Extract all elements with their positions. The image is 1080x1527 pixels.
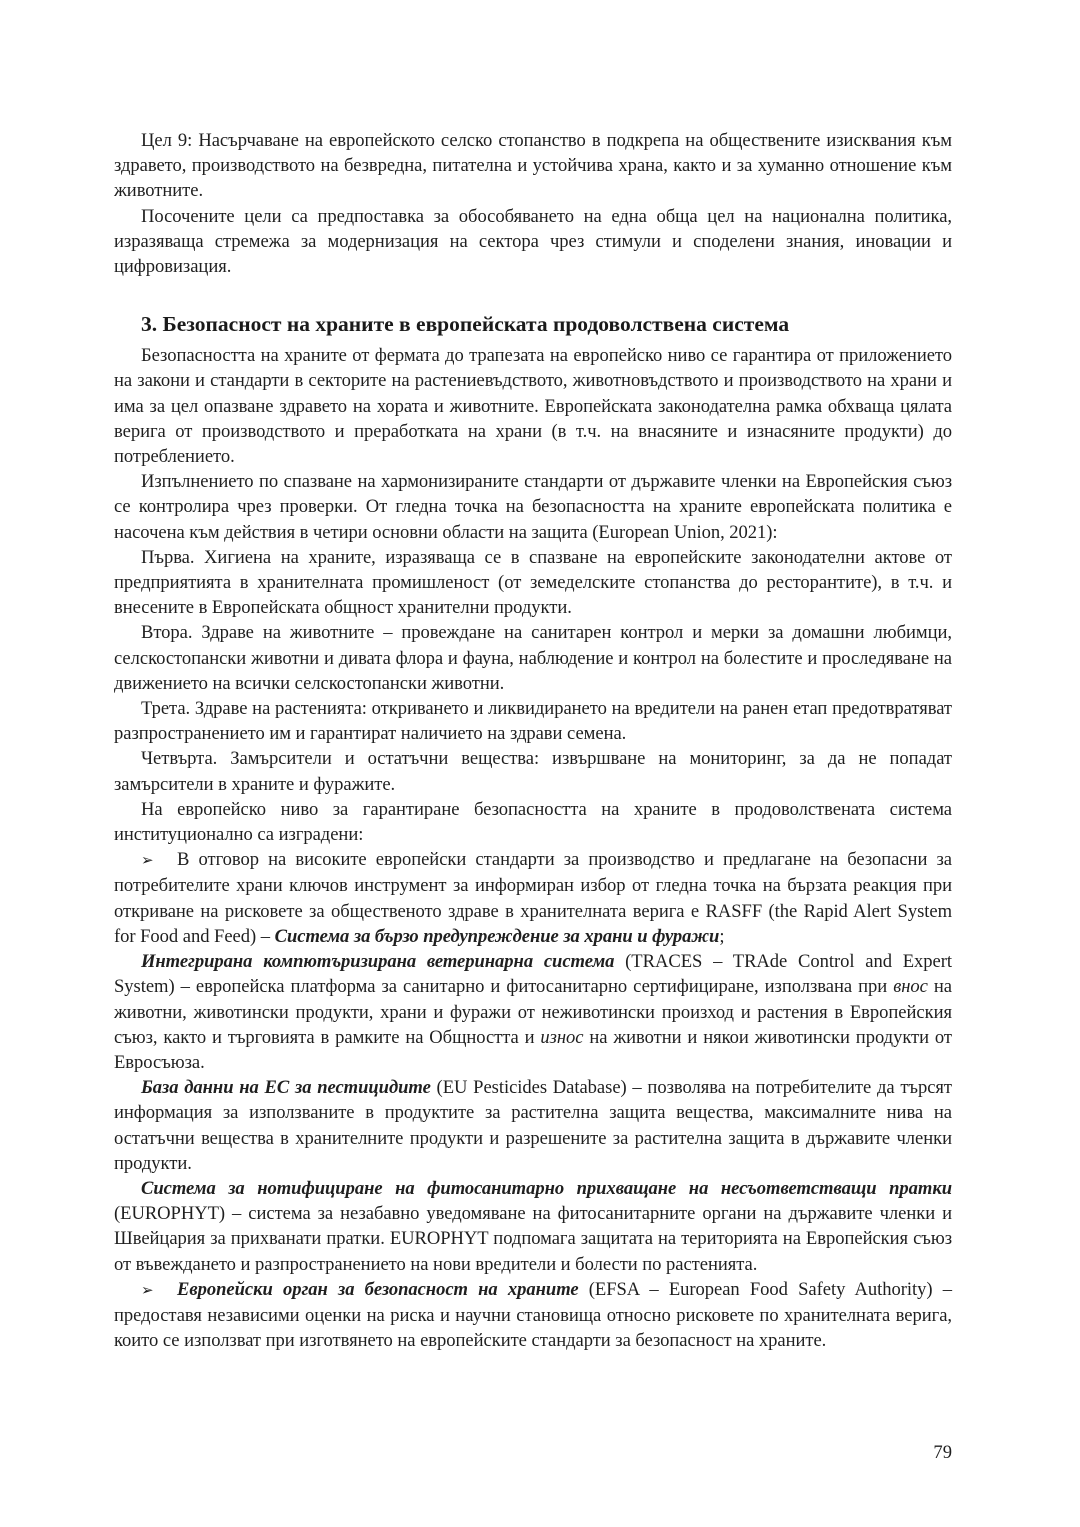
harmonized-standards-paragraph: Изпълнението по спазване на хармонизираните стандарти от държавите членки на Европейския съюз се контролира чрез проверки. От гледна точка на безопасността на храните европейската политика е насочена към действия в четири основни области на защита (European Union, 2021): — [114, 471, 952, 543]
rasff-end: ; — [719, 925, 725, 947]
traces-text-2: на животни, животински продукти, храни и фуражи от неживотински произход и растения в Европейския съюз, както и търговията в рамките на Общността и — [114, 976, 953, 1048]
food-safety-intro-paragraph: Безопасността на храните от фермата до трапезата на европейско ниво се гарантира от приложението на закони и стандарти в секторите на растениевъдството, животновъдството и производството на храни и има за цел опазване здравето на хората и животните. Европейската законодателна рамка обхваща цялата верига от производството и преработката на храни (в т.ч. на внасяните и изнасяните продукти) до потреблението. — [114, 345, 952, 468]
rasff-bullet-paragraph — [114, 847, 952, 949]
efsa-term: Европейски орган за безопасност на храните — [177, 1278, 579, 1300]
area-contaminants-paragraph: Четвърта. Замърсители и остатъчни вещества: извършване на мониторинг, за да не попадат замърсители в храните и фуражите. — [114, 748, 952, 795]
traces-import-term: внос — [893, 976, 928, 998]
traces-text-3: на животни и някои животински продукти от Евросъюза. — [114, 1026, 952, 1073]
pesticides-paragraph — [114, 1075, 952, 1176]
goals-summary-paragraph: Посочените цели са предпоставка за обособяването на една обща цел на национална политика, изразяваща стремежа за модернизация на сектора чрез стимули и споделени знания, иновации и цифровизация. — [114, 205, 952, 278]
efsa-text: (EFSA – European Food Safety Authority) – предоставя независими оценки на риска и научни становища относно рисковете по хранителната верига, които се използват при изготвянето на европейските стандарти за безопасност на храните. — [114, 1278, 952, 1352]
efsa-bullet-paragraph — [114, 1277, 952, 1354]
traces-export-term: износ — [540, 1026, 584, 1048]
pesticides-text: (EU Pesticides Database) – позволява на потребителите да търсят информация за използваните в продуктите за растителна защита вещества, максималните нива на остатъчни вещества в хранителните продукти и разрешените за растителна защита в държавите членки продукти. — [114, 1077, 952, 1174]
arrow-bullet-icon: ➢ — [141, 1280, 154, 1299]
goal-9-paragraph: Цел 9: Насърчаване на европейското селско стопанство в подкрепа на обществените изисквания към здравето, производството на безвредна, питателна и устойчива храна, както и за хуманно отношение към животните. — [114, 130, 952, 202]
arrow-bullet-icon: ➢ — [141, 851, 154, 870]
page-number: 79 — [933, 1442, 952, 1463]
rasff-text: В отговор на високите европейски стандарти за производство и предлагане на безопасни за потребителите храни ключов инструмент за информиран избор от гледна точка на бързата реакция при откриване на рисковете за общественото здраве в хранителната верига е RASFF (the Rapid Alert System for Food and Feed) – — [114, 849, 952, 947]
traces-paragraph — [114, 949, 952, 1075]
area-animal-health-paragraph: Втора. Здраве на животните – провеждане на санитарен контрол и мерки за домашни любимци, селскостопански животни и дивата флора и фауна, наблюдение и контрол на болестите и проследяване на движението на всички селскостопански животни. — [114, 622, 952, 694]
europhyt-text: (EUROPHYT) – система за незабавно уведомяване на фитосанитарните органи на държавите членки и Швейцария за прихванати пратки. EUROPHYT подпомага защитата на територията на Европейския съюз от въвеждането и разпространението на нови вредители и болести по растенията. — [114, 1203, 952, 1275]
institutional-paragraph: На европейско ниво за гарантиране безопасността на храните в продоволствената система институционално са изградени: — [114, 798, 952, 846]
europhyt-paragraph — [114, 1176, 952, 1277]
area-plant-health-paragraph: Трета. Здраве на растенията: откриването и ликвидирането на вредители на ранен етап предотвратяват разпространението им и гарантират наличието на здрави семена. — [114, 698, 952, 745]
pesticides-term: База данни на ЕС за пестицидите — [141, 1077, 431, 1099]
traces-term: Интегрирана компютъризирана ветеринарна система — [141, 951, 615, 973]
page-body — [114, 128, 952, 1353]
section-heading: 3. Безопасност на храните в европейската продоволствена система — [141, 312, 790, 337]
europhyt-term: Система за нотифициране на фитосанитарно прихващане на несъответстващи пратки — [141, 1177, 952, 1199]
area-food-hygiene-paragraph: Първа. Хигиена на храните, изразяваща се в спазване на европейските законодателни актове от предприятията в хранителната промишленост (от земеделските стопанства до ресторантите), в т.ч. и внесените в Европейската общност хранителни продукти. — [114, 546, 952, 619]
traces-text-1: (TRACES – TRAde Control and Expert System) – европейска платформа за санитарно и фитосанитарно сертифициране, използвана при — [114, 951, 952, 998]
rasff-term: Система за бързо предупреждение за храни и фуражи — [274, 925, 720, 947]
